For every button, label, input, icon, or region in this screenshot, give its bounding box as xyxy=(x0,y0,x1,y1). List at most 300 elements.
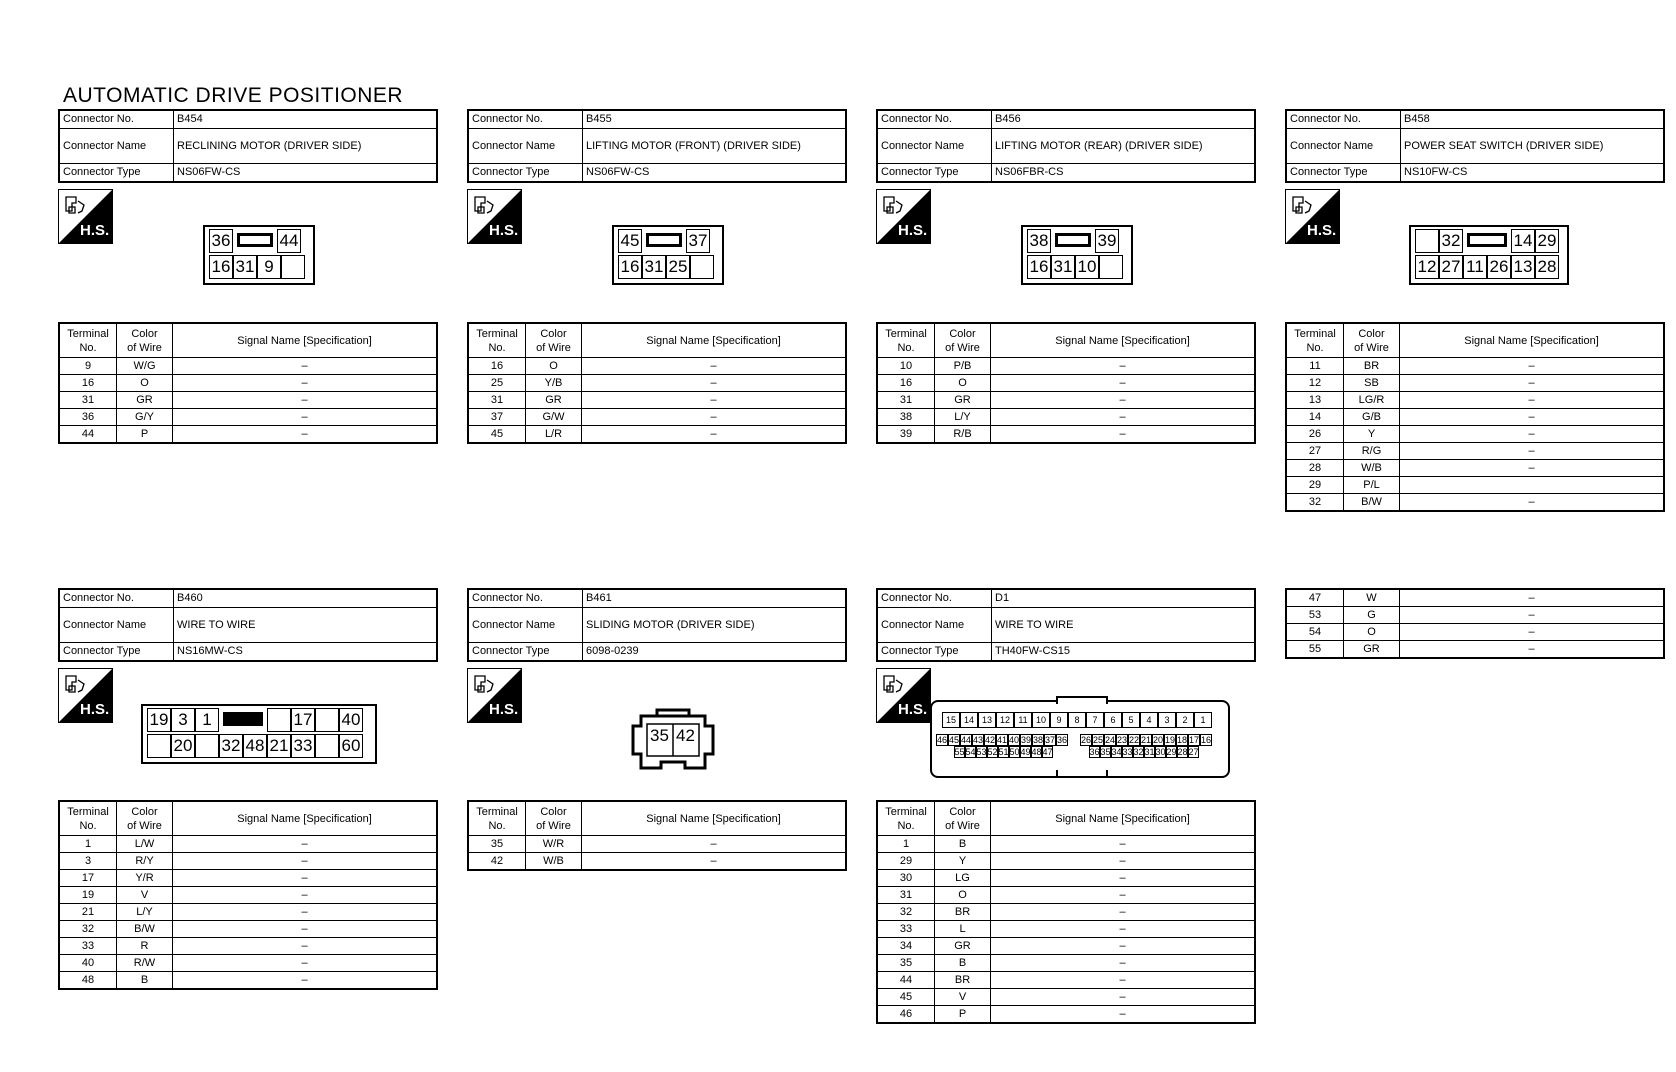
signal-name: – xyxy=(991,1006,1256,1024)
terminal-no: 16 xyxy=(59,375,117,392)
terminal-no: 34 xyxy=(877,938,935,955)
table-row xyxy=(877,358,1255,375)
connector-type-label: Connector Type xyxy=(59,164,174,183)
wire-color: G/B xyxy=(1344,409,1400,426)
signal-name: – xyxy=(582,392,847,409)
connector-type-value: NS06FW-CS xyxy=(583,164,847,183)
connector-no-label: Connector No. xyxy=(468,110,583,129)
connector-cavity: 37 xyxy=(1045,735,1056,745)
wire-color: W/B xyxy=(1344,460,1400,477)
connector-name-value: LIFTING MOTOR (FRONT) (DRIVER SIDE) xyxy=(583,129,847,164)
table-row xyxy=(468,853,846,871)
connector-cavity: 10 xyxy=(1075,255,1099,279)
connector-cavity: 4 xyxy=(1140,712,1158,728)
connector-block-d1 xyxy=(876,588,1256,662)
table-row xyxy=(1286,392,1664,409)
harness-side-icon xyxy=(1285,189,1340,244)
table-row xyxy=(59,426,437,444)
connector-name-value: WIRE TO WIRE xyxy=(992,608,1256,643)
connector-cavity: 1 xyxy=(1194,712,1212,728)
signal-name: – xyxy=(173,938,438,955)
connector-cavity: 16 xyxy=(1201,735,1212,745)
connector-name-value: POWER SEAT SWITCH (DRIVER SIDE) xyxy=(1401,129,1665,164)
signal-name: – xyxy=(991,904,1256,921)
table-row xyxy=(468,358,846,375)
wire-color: O xyxy=(117,375,173,392)
connector-cavity: 45 xyxy=(949,735,960,745)
connector-cavity: 15 xyxy=(942,712,960,728)
connector-cavity: 60 xyxy=(339,734,363,758)
connector-cavity: 49 xyxy=(1020,747,1031,757)
connector-no-value: B458 xyxy=(1401,110,1665,129)
table-row xyxy=(877,972,1255,989)
terminal-no: 3 xyxy=(59,853,117,870)
connector-cavity: 29 xyxy=(1166,747,1177,757)
connector-cavity: 19 xyxy=(147,708,171,732)
signal-name: – xyxy=(1400,409,1665,426)
terminal-no: 48 xyxy=(59,972,117,990)
connector-cavity: 3 xyxy=(171,708,195,732)
connector-cavity: 43 xyxy=(973,735,984,745)
svg-text:H.S.: H.S. xyxy=(80,222,110,239)
terminal-table-header xyxy=(877,323,1255,358)
connector-cavity: 50 xyxy=(1009,747,1020,757)
connector-cavity: 38 xyxy=(1027,229,1051,253)
connector-face xyxy=(203,225,315,285)
terminal-no: 35 xyxy=(877,955,935,972)
wire-color: R/G xyxy=(1344,443,1400,460)
connector-cavity: 31 xyxy=(1051,255,1075,279)
terminal-no: 17 xyxy=(59,870,117,887)
connector-latch xyxy=(237,233,273,247)
signal-name-header: Signal Name [Specification] xyxy=(991,323,1256,358)
wire-color: L/Y xyxy=(935,409,991,426)
connector-cavity xyxy=(1415,229,1439,253)
table-row xyxy=(59,358,437,375)
connector-latch xyxy=(1467,233,1507,247)
connector-cavity: 34 xyxy=(1111,747,1122,757)
table-row xyxy=(877,921,1255,938)
terminal-no: 30 xyxy=(877,870,935,887)
signal-name: – xyxy=(1400,426,1665,443)
terminal-no: 16 xyxy=(877,375,935,392)
table-row xyxy=(1286,426,1664,443)
wire-color: L/Y xyxy=(117,904,173,921)
table-row xyxy=(468,409,846,426)
connector-type-label: Connector Type xyxy=(468,164,583,183)
terminal-no: 44 xyxy=(877,972,935,989)
table-row xyxy=(877,836,1255,853)
connector-no-value: B454 xyxy=(174,110,438,129)
terminal-no: 40 xyxy=(59,955,117,972)
terminal-no: 1 xyxy=(877,836,935,853)
table-row xyxy=(877,853,1255,870)
connector-cavity: 29 xyxy=(1535,229,1559,253)
connector-header-table xyxy=(58,588,438,662)
connector-cavity: 33 xyxy=(1122,747,1133,757)
harness-side-icon xyxy=(467,189,522,244)
connector-no-label: Connector No. xyxy=(59,589,174,608)
connector-cavity: 25 xyxy=(666,255,690,279)
connector-cavity: 14 xyxy=(960,712,978,728)
signal-name-header: Signal Name [Specification] xyxy=(1400,323,1665,358)
terminal-table-wrap xyxy=(876,322,1256,444)
terminal-no: 33 xyxy=(59,938,117,955)
signal-name: – xyxy=(173,870,438,887)
connector-cavity: 14 xyxy=(1511,229,1535,253)
table-row xyxy=(1286,477,1664,494)
harness-side-icon xyxy=(58,668,113,723)
connector-cavity: 42 xyxy=(676,726,695,745)
terminal-no: 12 xyxy=(1286,375,1344,392)
connector-cavity: 36 xyxy=(1057,735,1068,745)
connector-header-table xyxy=(58,109,438,183)
connector-cavity: 16 xyxy=(209,255,233,279)
color-of-wire-header: Color of Wire xyxy=(935,323,991,358)
color-of-wire-header: Color of Wire xyxy=(117,323,173,358)
terminal-table-header xyxy=(468,801,846,836)
terminal-no: 9 xyxy=(59,358,117,375)
connector-name-label: Connector Name xyxy=(59,129,174,164)
connector-type-value: TH40FW-CS15 xyxy=(992,643,1256,662)
terminal-table xyxy=(1285,588,1665,659)
terminal-table-header xyxy=(1286,323,1664,358)
connector-cavity: 31 xyxy=(233,255,257,279)
connector-cavity: 52 xyxy=(987,747,998,757)
connector-face xyxy=(1021,225,1133,285)
table-row xyxy=(877,426,1255,444)
connector-cavity: 36 xyxy=(209,229,233,253)
wire-color: W/R xyxy=(526,836,582,853)
connector-cavity: 20 xyxy=(171,734,195,758)
connector-name-value: WIRE TO WIRE xyxy=(174,608,438,643)
connector-type-label: Connector Type xyxy=(877,643,992,662)
connector-cavity: 17 xyxy=(1189,735,1200,745)
connector-name-label: Connector Name xyxy=(877,129,992,164)
terminal-no: 32 xyxy=(59,921,117,938)
terminal-table-header xyxy=(877,801,1255,836)
signal-name: – xyxy=(1400,589,1665,607)
svg-text:H.S.: H.S. xyxy=(489,222,519,239)
connector-cavity: 24 xyxy=(1105,735,1116,745)
signal-name-header: Signal Name [Specification] xyxy=(173,323,438,358)
connector-block-b454 xyxy=(58,109,438,183)
color-of-wire-header: Color of Wire xyxy=(935,801,991,836)
signal-name: – xyxy=(173,972,438,990)
terminal-no: 35 xyxy=(468,836,526,853)
table-row xyxy=(1286,443,1664,460)
wire-color: O xyxy=(1344,624,1400,641)
harness-side-icon xyxy=(876,668,931,723)
signal-name: – xyxy=(1400,443,1665,460)
signal-name-header: Signal Name [Specification] xyxy=(582,323,847,358)
table-row xyxy=(877,938,1255,955)
harness-side-icon xyxy=(58,189,113,244)
page-title: AUTOMATIC DRIVE POSITIONER xyxy=(63,84,404,107)
harness-side-icon xyxy=(876,189,931,244)
connector-cavity: 26 xyxy=(1487,255,1511,279)
connector-cavity: 13 xyxy=(978,712,996,728)
terminal-no: 33 xyxy=(877,921,935,938)
wire-color: P xyxy=(935,1006,991,1024)
connector-cavity: 21 xyxy=(1141,735,1152,745)
terminal-no: 31 xyxy=(468,392,526,409)
signal-name: – xyxy=(991,955,1256,972)
signal-name: – xyxy=(1400,624,1665,641)
connector-no-value: B455 xyxy=(583,110,847,129)
wire-color: GR xyxy=(1344,641,1400,659)
wire-color: P/L xyxy=(1344,477,1400,494)
connector-cavity: 19 xyxy=(1165,735,1176,745)
table-row xyxy=(877,955,1255,972)
connector-cavity: 40 xyxy=(1009,735,1020,745)
connector-cavity xyxy=(281,255,305,279)
table-row xyxy=(1286,607,1664,624)
signal-name: – xyxy=(173,853,438,870)
color-of-wire-header: Color of Wire xyxy=(117,801,173,836)
connector-header-table xyxy=(876,588,1256,662)
connector-cavity: 22 xyxy=(1129,735,1140,745)
connector-cavity: 16 xyxy=(1027,255,1051,279)
table-row xyxy=(877,1006,1255,1024)
signal-name: – xyxy=(173,358,438,375)
wire-color: P xyxy=(117,426,173,444)
table-row xyxy=(59,887,437,904)
terminal-no: 31 xyxy=(59,392,117,409)
connector-cavity: 35 xyxy=(650,726,669,745)
connector-cavity: 32 xyxy=(1439,229,1463,253)
signal-name: – xyxy=(1400,375,1665,392)
terminal-no: 26 xyxy=(1286,426,1344,443)
terminal-table xyxy=(58,800,438,990)
terminal-no-header: Terminal No. xyxy=(59,801,117,836)
table-row xyxy=(1286,589,1664,607)
connector-cavity: 5 xyxy=(1122,712,1140,728)
connector-no-label: Connector No. xyxy=(877,589,992,608)
connector-cavity: 42 xyxy=(985,735,996,745)
wire-color: GR xyxy=(526,392,582,409)
connector-cavity: 28 xyxy=(1535,255,1559,279)
table-row xyxy=(468,375,846,392)
table-row xyxy=(59,904,437,921)
terminal-no: 27 xyxy=(1286,443,1344,460)
terminal-no: 32 xyxy=(1286,494,1344,512)
table-row xyxy=(1286,460,1664,477)
wire-color: W/G xyxy=(117,358,173,375)
terminal-no: 31 xyxy=(877,887,935,904)
terminal-table-wrap xyxy=(467,322,847,444)
connector-type-value: NS06FBR-CS xyxy=(992,164,1256,183)
connector-cavity: 9 xyxy=(257,255,281,279)
wire-color: G/Y xyxy=(117,409,173,426)
signal-name: – xyxy=(991,358,1256,375)
terminal-table xyxy=(467,800,847,871)
terminal-no: 39 xyxy=(877,426,935,444)
connector-block-b461 xyxy=(467,588,847,662)
connector-cavity xyxy=(315,734,339,758)
table-row xyxy=(1286,494,1664,512)
connector-cavity xyxy=(315,708,339,732)
connector-cavity: 37 xyxy=(686,229,710,253)
connector-cavity: 3 xyxy=(1158,712,1176,728)
connector-block-b460 xyxy=(58,588,438,662)
connector-cavity: 1 xyxy=(195,708,219,732)
signal-name: – xyxy=(991,375,1256,392)
connector-cavity xyxy=(195,734,219,758)
connector-cavity: 54 xyxy=(965,747,976,757)
connector-cavity: 7 xyxy=(1086,712,1104,728)
connector-cavity: 12 xyxy=(1415,255,1439,279)
wire-color: L xyxy=(935,921,991,938)
connector-cavity: 53 xyxy=(976,747,987,757)
terminal-no: 36 xyxy=(59,409,117,426)
table-row xyxy=(877,375,1255,392)
signal-name: – xyxy=(991,972,1256,989)
connector-face xyxy=(930,700,1230,778)
terminal-no: 37 xyxy=(468,409,526,426)
connector-cavity: 23 xyxy=(1117,735,1128,745)
connector-cavity: 11 xyxy=(1014,712,1032,728)
wire-color: R/B xyxy=(935,426,991,444)
terminal-table-wrap xyxy=(58,322,438,444)
connector-cavity: 47 xyxy=(1042,747,1053,757)
table-row xyxy=(59,938,437,955)
wire-color: SB xyxy=(1344,375,1400,392)
terminal-no: 45 xyxy=(877,989,935,1006)
terminal-table xyxy=(58,322,438,444)
wire-color: G xyxy=(1344,607,1400,624)
table-row xyxy=(877,409,1255,426)
terminal-no: 28 xyxy=(1286,460,1344,477)
terminal-no: 45 xyxy=(468,426,526,444)
terminal-no: 32 xyxy=(877,904,935,921)
table-row xyxy=(877,989,1255,1006)
signal-name: – xyxy=(1400,392,1665,409)
wire-color: R xyxy=(117,938,173,955)
connector-cavity: 32 xyxy=(219,734,243,758)
terminal-table-continuation xyxy=(1285,588,1665,659)
wire-color: W/B xyxy=(526,853,582,871)
terminal-no: 42 xyxy=(468,853,526,871)
signal-name: – xyxy=(582,426,847,444)
connector-type-label: Connector Type xyxy=(1286,164,1401,183)
connector-cavity xyxy=(690,255,714,279)
connector-header-table xyxy=(876,109,1256,183)
connector-cavity: 35 xyxy=(1100,747,1111,757)
connector-cavity xyxy=(267,708,291,732)
signal-name: – xyxy=(991,426,1256,444)
terminal-no-header: Terminal No. xyxy=(468,323,526,358)
signal-name: – xyxy=(173,409,438,426)
wire-color: R/W xyxy=(117,955,173,972)
signal-name: – xyxy=(991,409,1256,426)
terminal-no: 38 xyxy=(877,409,935,426)
signal-name: – xyxy=(1400,494,1665,512)
svg-text:H.S.: H.S. xyxy=(898,701,928,718)
signal-name: – xyxy=(991,887,1256,904)
svg-text:H.S.: H.S. xyxy=(898,222,928,239)
signal-name: – xyxy=(991,921,1256,938)
connector-cavity: 6 xyxy=(1104,712,1122,728)
connector-type-value: NS16MW-CS xyxy=(174,643,438,662)
signal-name: – xyxy=(582,853,847,871)
terminal-table-wrap xyxy=(876,800,1256,1024)
connector-cavity: 41 xyxy=(997,735,1008,745)
signal-name: – xyxy=(173,836,438,853)
connector-cavity: 44 xyxy=(961,735,972,745)
terminal-no: 55 xyxy=(1286,641,1344,659)
terminal-no-header: Terminal No. xyxy=(877,323,935,358)
connector-header-table xyxy=(467,588,847,662)
table-row xyxy=(468,392,846,409)
signal-name: – xyxy=(582,358,847,375)
connector-name-value: LIFTING MOTOR (REAR) (DRIVER SIDE) xyxy=(992,129,1256,164)
wire-color: O xyxy=(526,358,582,375)
table-row xyxy=(59,972,437,990)
connector-cavity: 44 xyxy=(277,229,301,253)
terminal-no-header: Terminal No. xyxy=(59,323,117,358)
terminal-no: 29 xyxy=(1286,477,1344,494)
signal-name: – xyxy=(173,375,438,392)
wire-color: R/Y xyxy=(117,853,173,870)
signal-name: – xyxy=(1400,358,1665,375)
wire-color: LG xyxy=(935,870,991,887)
terminal-no-header: Terminal No. xyxy=(877,801,935,836)
connector-tab xyxy=(1056,696,1108,704)
connector-face xyxy=(627,706,719,772)
connector-type-label: Connector Type xyxy=(468,643,583,662)
table-row xyxy=(877,870,1255,887)
connector-type-value: 6098-0239 xyxy=(583,643,847,662)
wire-color: L/R xyxy=(526,426,582,444)
signal-name: – xyxy=(991,989,1256,1006)
connector-cavity: 46 xyxy=(937,735,948,745)
table-row xyxy=(1286,409,1664,426)
signal-name-header: Signal Name [Specification] xyxy=(582,801,847,836)
terminal-no: 13 xyxy=(1286,392,1344,409)
terminal-no: 21 xyxy=(59,904,117,921)
connector-cavity: 8 xyxy=(1068,712,1086,728)
connector-cavity: 18 xyxy=(1177,735,1188,745)
signal-name: – xyxy=(173,955,438,972)
connector-name-label: Connector Name xyxy=(59,608,174,643)
connector-cavity: 27 xyxy=(1188,747,1199,757)
terminal-table xyxy=(467,322,847,444)
connector-name-label: Connector Name xyxy=(468,129,583,164)
connector-cavity: 10 xyxy=(1032,712,1050,728)
connector-cavity: 36 xyxy=(1089,747,1100,757)
table-row xyxy=(468,426,846,444)
color-of-wire-header: Color of Wire xyxy=(1344,323,1400,358)
terminal-no-header: Terminal No. xyxy=(1286,323,1344,358)
signal-name: – xyxy=(173,921,438,938)
connector-cavity: 20 xyxy=(1153,735,1164,745)
terminal-table-wrap xyxy=(467,800,847,871)
table-row xyxy=(59,853,437,870)
connector-cavity: 40 xyxy=(339,708,363,732)
signal-name: – xyxy=(991,392,1256,409)
color-of-wire-header: Color of Wire xyxy=(526,801,582,836)
connector-cavity: 2 xyxy=(1176,712,1194,728)
connector-latch xyxy=(223,712,263,726)
table-row xyxy=(1286,624,1664,641)
signal-name: – xyxy=(1400,460,1665,477)
connector-cavity: 32 xyxy=(1133,747,1144,757)
color-of-wire-header: Color of Wire xyxy=(526,323,582,358)
connector-cavity: 33 xyxy=(291,734,315,758)
table-row xyxy=(59,409,437,426)
signal-name: – xyxy=(991,870,1256,887)
